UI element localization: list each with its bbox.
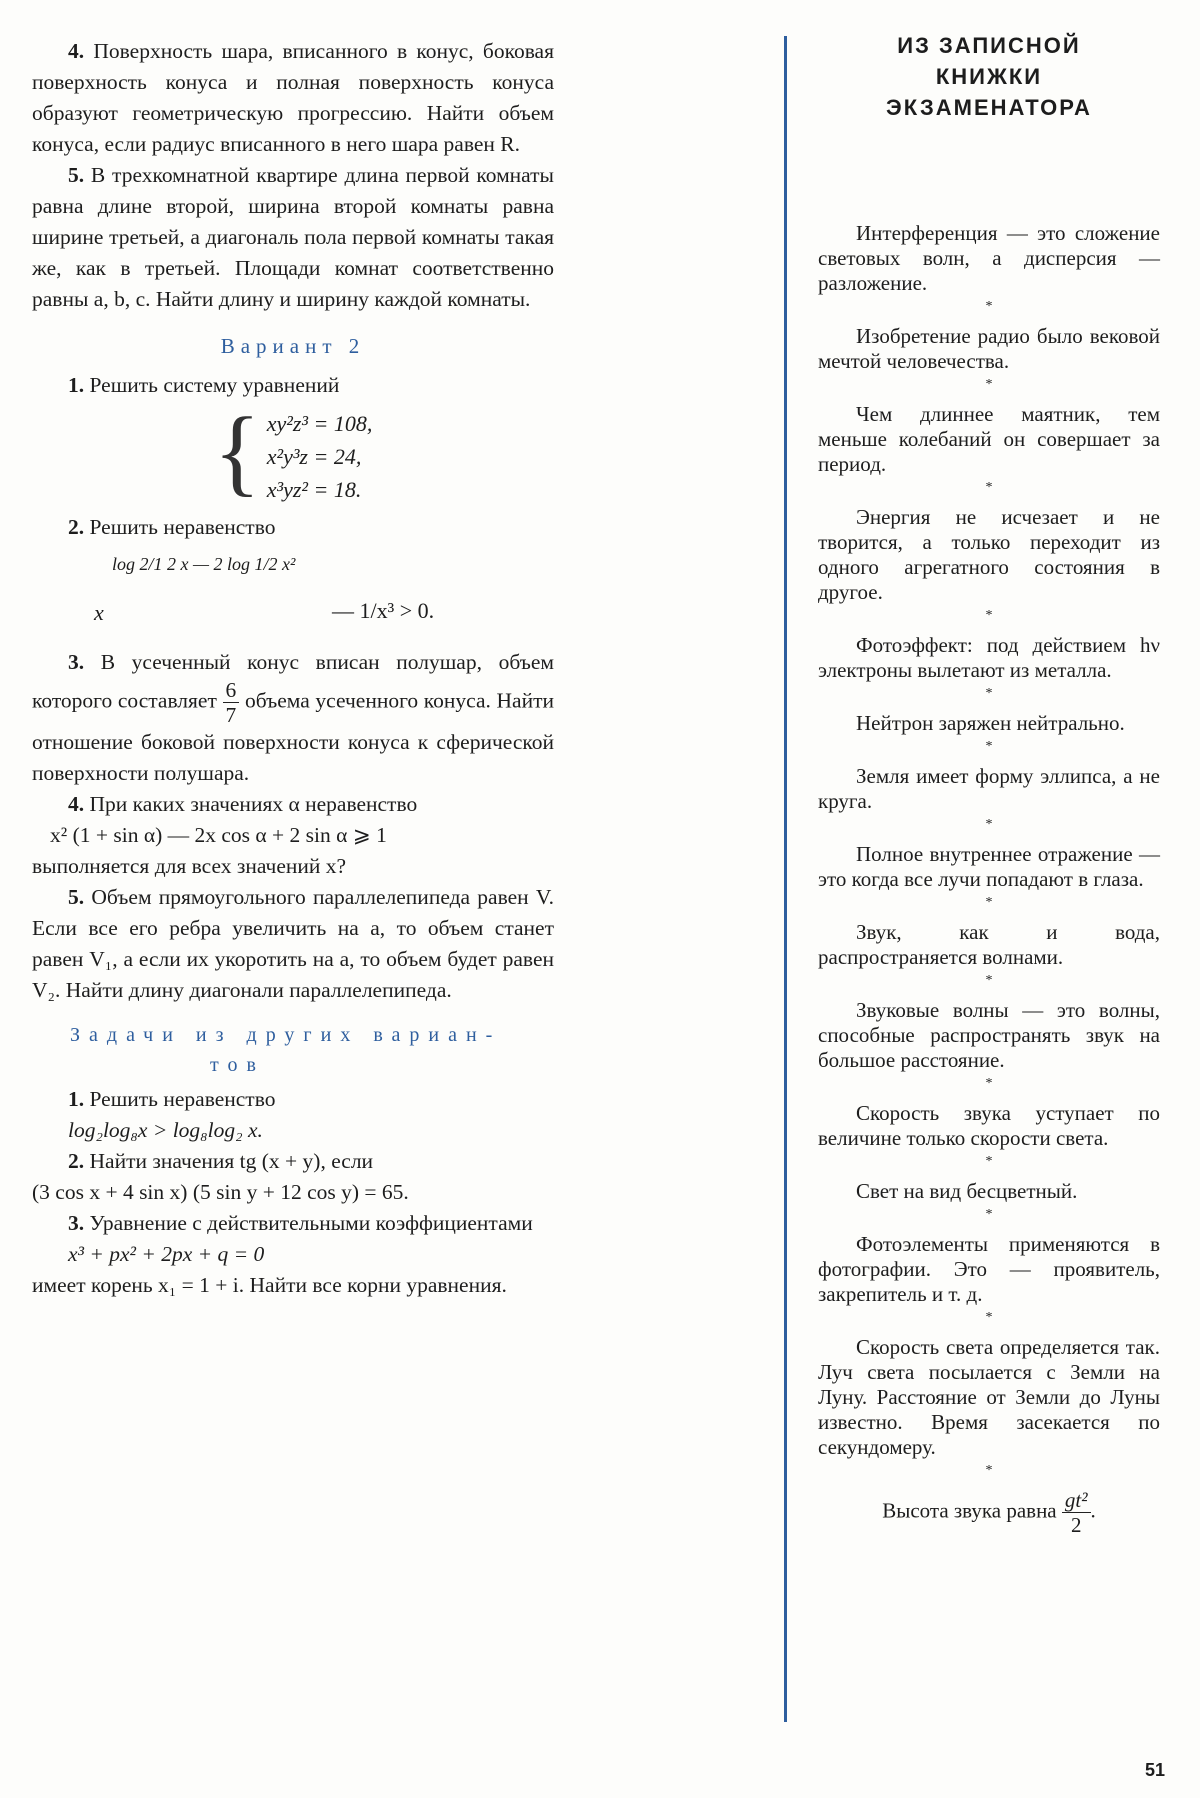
heading-line: тов (210, 1054, 265, 1076)
problem-text: В усеченный конус вписан полушар, объем которого составляет (32, 650, 554, 713)
fraction (1062, 1488, 1091, 1537)
other-problem-3 (32, 1208, 554, 1239)
inequality-exponent: log 2/1 2 x — 2 log 1/2 x² (112, 554, 296, 574)
star-separator-icon: * (985, 973, 993, 988)
star-separator-icon: * (985, 377, 993, 392)
star-separator-icon: * (985, 1076, 993, 1091)
quote-text: Интерференция — это сложение световых волн, а дисперсия — разложение. (818, 221, 1160, 295)
title-line: КНИЖКИ (935, 64, 1043, 89)
quote-text: Изобретение радио было вековой мечтой человечества. (818, 324, 1160, 373)
problem-number: 2. (68, 1149, 85, 1173)
quote-text: Звуковые волны — это волны, способные распространять звук на большое расстояние. (818, 998, 1160, 1072)
v2-problem-1 (32, 370, 554, 401)
star-separator-icon: * (985, 1463, 993, 1478)
problem-text: Решить систему уравнений (89, 373, 340, 397)
left-column (32, 36, 554, 1301)
star-separator-icon: * (985, 739, 993, 754)
problem-number: 5. (68, 163, 85, 187)
problem-text: выполняется для всех значений x? (32, 854, 347, 878)
title-line: ИЗ ЗАПИСНОЙ (897, 33, 1081, 58)
fraction-denominator: 2 (1070, 1513, 1082, 1537)
inequality-formula (32, 547, 554, 639)
notebook-title (818, 30, 1160, 123)
problem-5 (32, 160, 554, 315)
problem-number: 4. (68, 39, 85, 63)
problem-text: Решить неравенство (89, 515, 276, 539)
problem-text: Уравнение с действительными коэффициентами (89, 1211, 533, 1235)
problem-text: объема усеченного конуса. Найти отношение боковой поверхности конуса к сферической поверхности полушара. (32, 688, 554, 785)
v2-problem-5 (32, 882, 554, 1006)
quote-text: Скорость звука уступает по величине только скорости света. (818, 1101, 1160, 1150)
inequality-rest: — 1/x³ > 0. (332, 598, 435, 623)
star-separator-icon: * (985, 480, 993, 495)
quote-text: Земля имеет форму эллипса, а не круга. (818, 764, 1160, 813)
quote-text: Звук, как и вода, распространяется волнами. (818, 920, 1160, 969)
star-separator-icon: * (985, 608, 993, 623)
problem-number: 2. (68, 515, 85, 539)
quote-text: Фотоэлементы применяются в фотографии. Это — проявитель, закрепитель и т. д. (818, 1232, 1160, 1306)
problem-text: Поверхность шара, вписанного в конус, боковая поверхность конуса и полная поверхность конуса образуют геометрическую прогрессию. Найти объем конуса, если радиус вписанного в него шара равен R. (32, 39, 554, 156)
examiner-notebook-column (818, 30, 1160, 1537)
equation-system (32, 398, 554, 506)
other-variants-heading (70, 1020, 554, 1080)
column-divider (784, 36, 787, 1722)
quotes-list (818, 221, 1160, 1478)
v2-problem-4 (32, 789, 554, 820)
other-problem-2 (32, 1146, 554, 1177)
star-separator-icon: * (985, 1310, 993, 1325)
last-quote (818, 1488, 1160, 1537)
period: . (1090, 1498, 1096, 1523)
star-separator-icon: * (985, 686, 993, 701)
inequality-alpha: x² (1 + sin α) — 2x cos α + 2 sin α ⩾ 1 (50, 823, 387, 847)
problem-number: 1. (68, 373, 85, 397)
formula: x³ + px² + 2px + q = 0 (68, 1242, 265, 1266)
star-separator-icon: * (985, 895, 993, 910)
star-separator-icon: * (985, 1207, 993, 1222)
formula: (3 cos x + 4 sin x) (5 sin y + 12 cos y) = 65. (32, 1180, 409, 1204)
system-line: xy²z³ = 108, (266, 411, 373, 436)
quote-text: Чем длиннее маятник, тем меньше колебаний он совершает за период. (818, 402, 1160, 476)
v2-problem-3 (32, 647, 554, 789)
formula: log₂log₈x > log₈log₂ x. (68, 1118, 263, 1142)
system-line: x³yz² = 18. (266, 477, 362, 502)
problem-text: Найти значения tg (x + y), если (89, 1149, 374, 1173)
problem-number: 3. (68, 650, 85, 674)
quote-text: Полное внутреннее отражение — это когда все лучи попадают в глаза. (818, 842, 1160, 891)
problem-text: При каких значениях α неравенство (89, 792, 418, 816)
problem-number: 4. (68, 792, 85, 816)
star-separator-icon: * (985, 817, 993, 832)
quote-text: Свет на вид бесцветный. (856, 1179, 1078, 1203)
inequality-base: x (94, 600, 104, 625)
problem-4 (32, 36, 554, 160)
quote-text: Энергия не исчезает и не творится, а только переходит из одного агрегатного состояния в другое. (818, 505, 1160, 604)
title-line: ЭКЗАМЕНАТОРА (886, 95, 1092, 120)
problem-text: Объем прямоугольного параллелепипеда равен V. Если все его ребра увеличить на a, то объем станет равен V₁, а если их укоротить на a, то объем будет равен V₂. Найти длину диагонали параллелепипеда. (32, 885, 555, 1002)
system-line: x²y³z = 24, (266, 444, 362, 469)
variant-2-heading: Вариант 2 (220, 334, 366, 358)
quote-text: Фотоэффект: под действием hν электроны вылетают из металла. (818, 633, 1160, 682)
problem-text: Решить неравенство (89, 1087, 276, 1111)
star-separator-icon: * (985, 299, 993, 314)
problem-number: 5. (68, 885, 85, 909)
star-separator-icon: * (985, 1154, 993, 1169)
other-problem-1 (32, 1084, 554, 1115)
problem-text: имеет корень x₁ = 1 + i. Найти все корни уравнения. (32, 1273, 507, 1297)
problem-number: 3. (68, 1211, 85, 1235)
quote-text: Высота звука равна (882, 1498, 1057, 1523)
fraction-numerator: gt² (1062, 1488, 1091, 1513)
brace-icon: { (213, 398, 261, 506)
page-number: 51 (1145, 1760, 1166, 1780)
fraction-denominator: 7 (225, 703, 237, 727)
quote-text: Нейтрон заряжен нейтрально. (856, 711, 1125, 735)
problem-number: 1. (68, 1087, 85, 1111)
quote-text: Скорость света определяется так. Луч света посылается с Земли на Луну. Расстояние от Земли до Луны известно. Время засекается по секундомеру. (818, 1335, 1160, 1459)
fraction-numerator: 6 (223, 678, 240, 703)
v2-problem-2 (32, 512, 554, 543)
heading-line: Задачи из других вариан- (70, 1024, 502, 1046)
fraction (223, 678, 240, 727)
problem-text: В трехкомнатной квартире длина первой комнаты равна длине второй, ширина второй комнаты равна ширине третьей, а диагональ пола первой комнаты такая же, как в третьей. Площади комнат соответственно равны a, b, c. Найти длину и ширину каждой комнаты. (32, 163, 555, 311)
